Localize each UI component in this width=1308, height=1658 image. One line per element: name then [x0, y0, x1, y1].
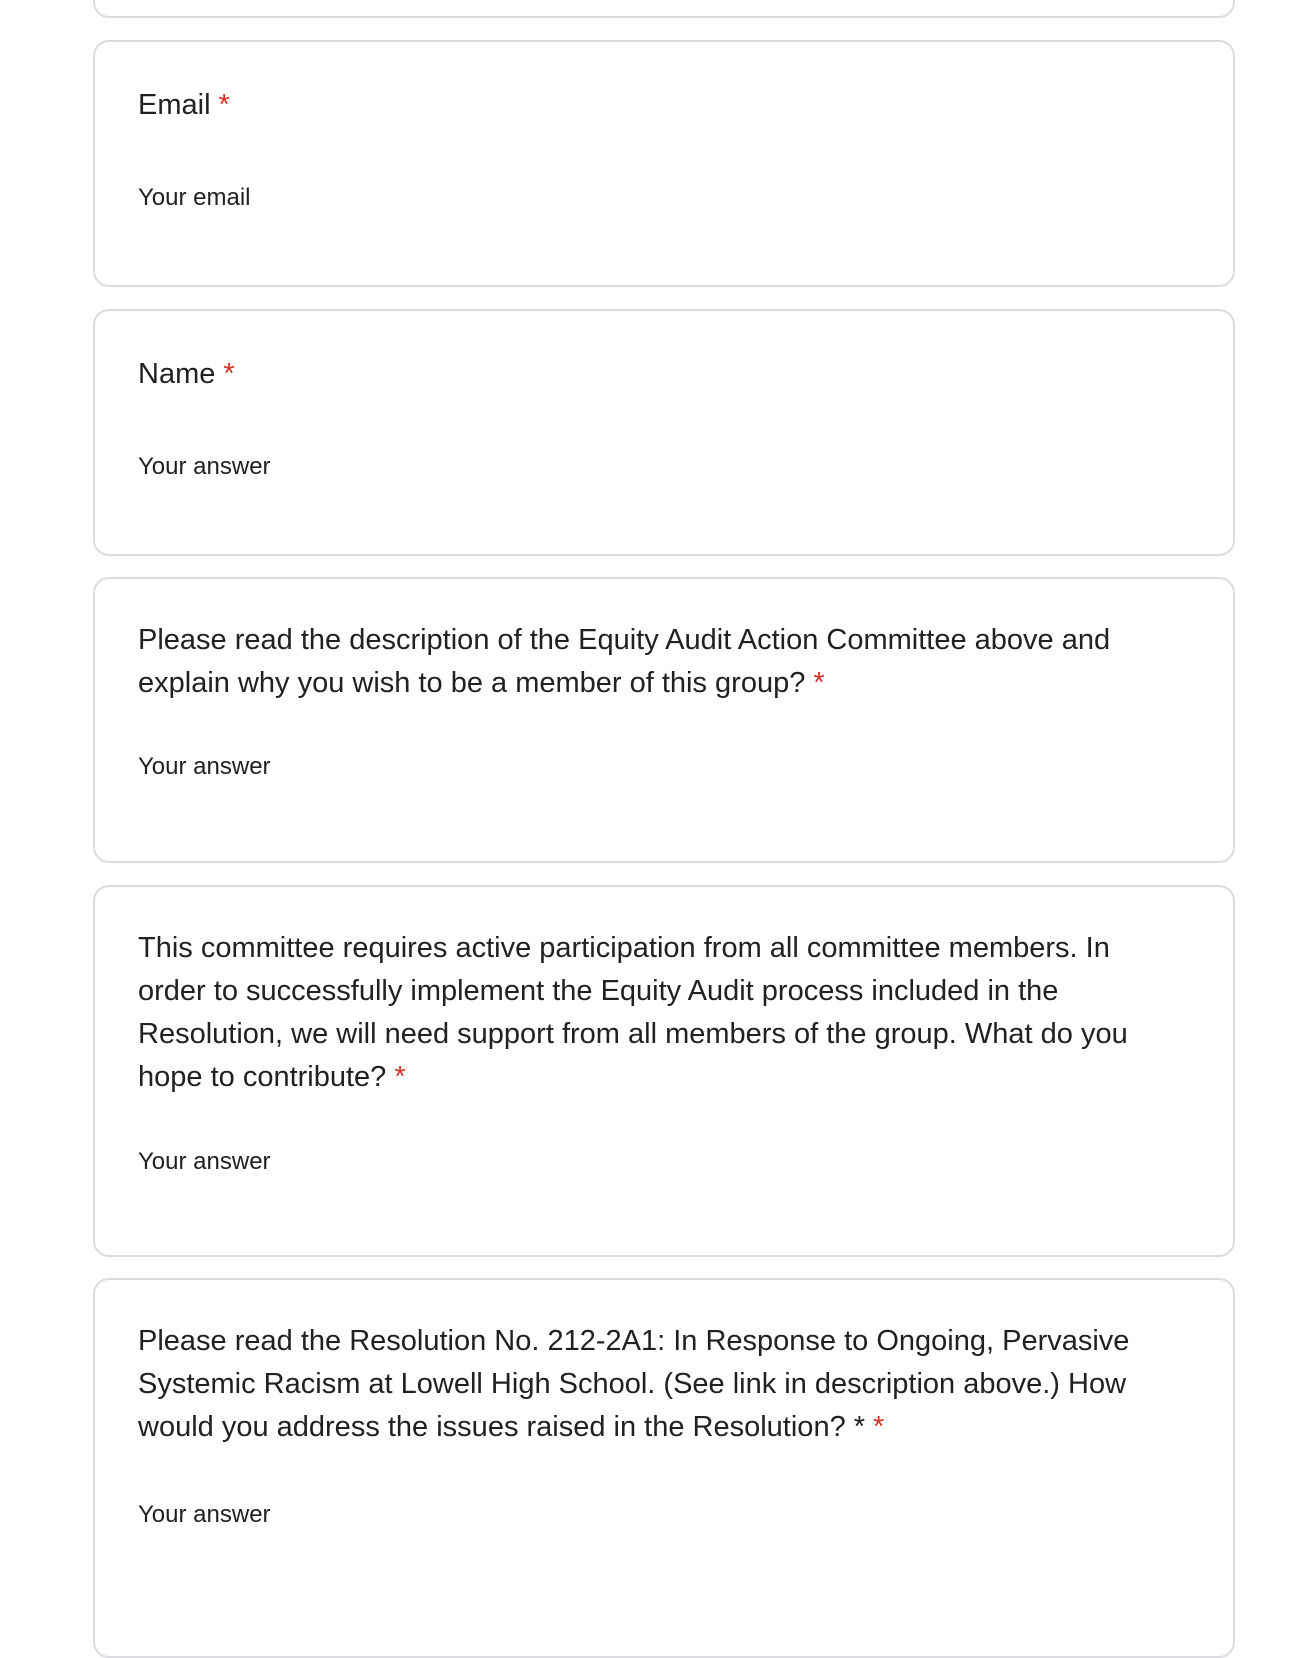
question-card-contribute: [93, 885, 1235, 1257]
question-card-name: [93, 309, 1235, 556]
resolution-input[interactable]: Your answer: [138, 1501, 271, 1528]
question-card-resolution: [93, 1278, 1235, 1658]
contribute-input[interactable]: Your answer: [138, 1148, 271, 1175]
question-label: Please read the Resolution No. 212-2A1: In Response to Ongoing, Pervasive Systemic Racism at Lowell High School. (See link in description above.) How would you address the issues raised in the Resolution? *: [138, 1325, 1130, 1443]
required-asterisk: *: [873, 1411, 885, 1443]
email-input[interactable]: Your email: [138, 184, 251, 211]
previous-question-card: [93, 0, 1235, 18]
question-label: This committee requires active participation from all committee members. In order to successfully implement the Equity Audit process included in the Resolution, we will need support from all members of the group. What do you hope to contribute?: [138, 932, 1128, 1093]
question-title: [138, 927, 1153, 1099]
question-title: [138, 1320, 1153, 1449]
required-asterisk: *: [218, 89, 230, 121]
question-label: Please read the description of the Equity Audit Action Committee above and explain why you wish to be a member of this group?: [138, 624, 1111, 699]
question-title: [138, 84, 1153, 127]
question-label: Name: [138, 358, 216, 390]
required-asterisk: *: [813, 667, 825, 699]
question-title: [138, 353, 1153, 396]
question-label: Email: [138, 89, 211, 121]
why-member-input[interactable]: Your answer: [138, 753, 271, 780]
required-asterisk: *: [223, 358, 235, 390]
name-input[interactable]: Your answer: [138, 453, 271, 480]
required-asterisk: *: [394, 1061, 406, 1093]
question-title: [138, 619, 1153, 705]
question-card-why-member: [93, 577, 1235, 863]
question-card-email: [93, 40, 1235, 287]
